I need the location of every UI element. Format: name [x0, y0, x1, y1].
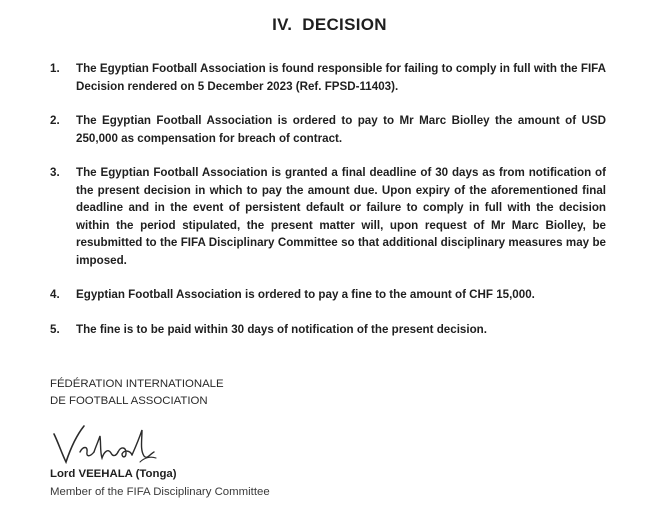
section-number: IV. — [272, 15, 293, 34]
decision-list — [36, 60, 606, 356]
decision-item-2 — [36, 112, 606, 147]
signer-role: Member of the FIFA Disciplinary Committee — [50, 486, 270, 498]
item-number: 4. — [50, 288, 60, 301]
handwritten-signature — [50, 422, 160, 466]
decision-item-1 — [36, 60, 606, 95]
organization-name — [50, 376, 224, 410]
decision-item-4 — [36, 286, 606, 304]
item-text: Egyptian Football Association is ordered to pay a fine to the amount of CHF 15,000. — [76, 288, 535, 301]
item-text: The Egyptian Football Association is granted a final deadline of 30 days as from notification of the present decision in which to pay the amount due. Upon expiry of the aforementioned final deadline and in the event of persistent default or failure to comply in full with the decision within the period stipulated, the present matter will, upon request of Mr Marc Biolley, be resubmitted to the FIFA Disciplinary Committee so that additional disciplinary measures may be imposed. — [76, 166, 606, 267]
item-number: 5. — [50, 322, 60, 336]
item-text: The Egyptian Football Association is ordered to pay to Mr Marc Biolley the amount of USD 250,000 as compensation for breach of contract. — [76, 114, 606, 145]
item-number: 1. — [50, 62, 60, 75]
item-text: The fine is to be paid within 30 days of notification of the present decision. — [76, 322, 487, 336]
organization-line-1: FÉDÉRATION INTERNATIONALE — [50, 378, 224, 390]
signer-name: Lord VEEHALA (Tonga) — [50, 468, 177, 480]
section-title: DECISION — [302, 15, 387, 34]
item-number: 2. — [50, 114, 60, 127]
decision-item-5 — [36, 321, 606, 339]
item-number: 3. — [50, 166, 60, 179]
decision-item-3 — [36, 164, 606, 269]
organization-line-2: DE FOOTBALL ASSOCIATION — [50, 395, 208, 407]
section-heading — [0, 15, 659, 35]
item-text: The Egyptian Football Association is found responsible for failing to comply in full with the FIFA Decision rendered on 5 December 2023 (Ref. FPSD-11403). — [76, 62, 606, 93]
